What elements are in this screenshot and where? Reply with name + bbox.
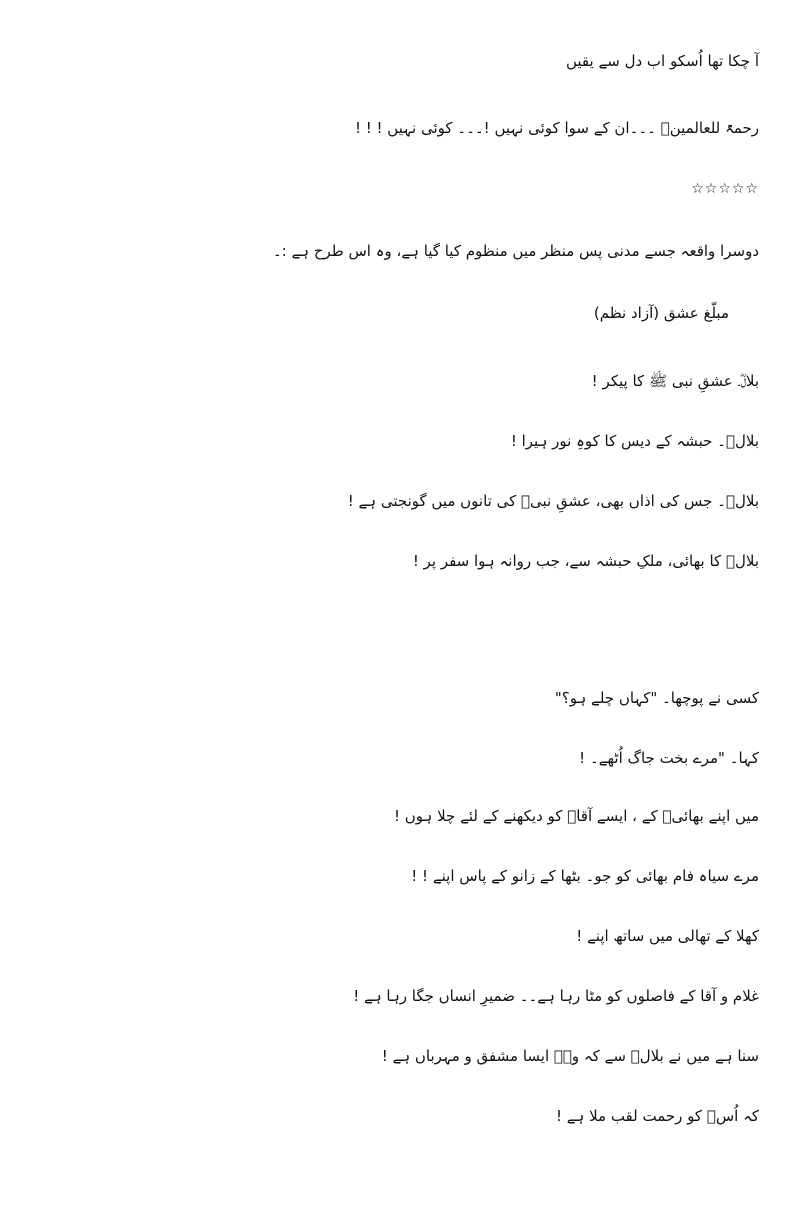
verse-line: کہ اُسؐ کو رحمت لقب ملا ہے ! [555, 1107, 759, 1125]
verse-line: سنا ہے میں نے بلالؓ سے کہ وہؐ ایسا مشفق و مہرباں ہے ! [381, 1047, 759, 1065]
verse-line: رحمۃً للعالمینؐ ۔۔۔ان کے سوا کوئی نہیں !۔۔۔ کوئی نہیں ! ! ! [354, 119, 759, 137]
verse-line: بلالؓ۔ جس کی اذاں بھی، عشقِ نبیؐ کی تانوں میں گونجتی ہے ! [347, 492, 759, 510]
poem-title: مبلّغ عشق (آزاد نظم) [593, 304, 729, 322]
verse-line: کسی نے پوچھا۔ "کہاں چلے ہو؟" [554, 689, 759, 707]
verse-line: کہا۔ "مرے بخت جاگ اُٹھے۔ ! [579, 749, 759, 767]
intro-line: دوسرا واقعہ جسے مدنی پس منظر میں منظوم کیا گیا ہے، وہ اس طرح ہے :۔ [272, 242, 759, 260]
verse-line: بلالؓ۔ حبشہ کے دیس کا کوہِ نور ہیرا ! [510, 432, 759, 450]
verse-line: میں اپنے بھائیؓ کے ، ایسے آقاؐ کو دیکھنے کے لئے چلا ہوں ! [393, 807, 759, 825]
star-divider: ☆☆☆☆☆ [691, 181, 759, 197]
verse-line: آ چکا تھا اُسکو اب دل سے یقیں [565, 52, 759, 70]
verse-line: کھلا کے تھالی میں ساتھ اپنے ! [576, 927, 759, 945]
verse-line: بلالؓ کا بھائی، ملکِ حبشہ سے، جب روانہ ہوا سفر پر ! [412, 552, 759, 570]
verse-line: مرے سیاہ فام بھائی کو جو۔ بٹھا کے زانو کے پاس اپنے ! ! [411, 867, 759, 885]
verse-line: غلام و آقا کے فاصلوں کو مٹا رہا ہے۔۔ ضمیرِ انساں جگا رہا ہے ! [353, 987, 759, 1005]
verse-line: بلالؓ۔ عشقِ نبی ﷺ کا پیکر ! [591, 372, 759, 390]
